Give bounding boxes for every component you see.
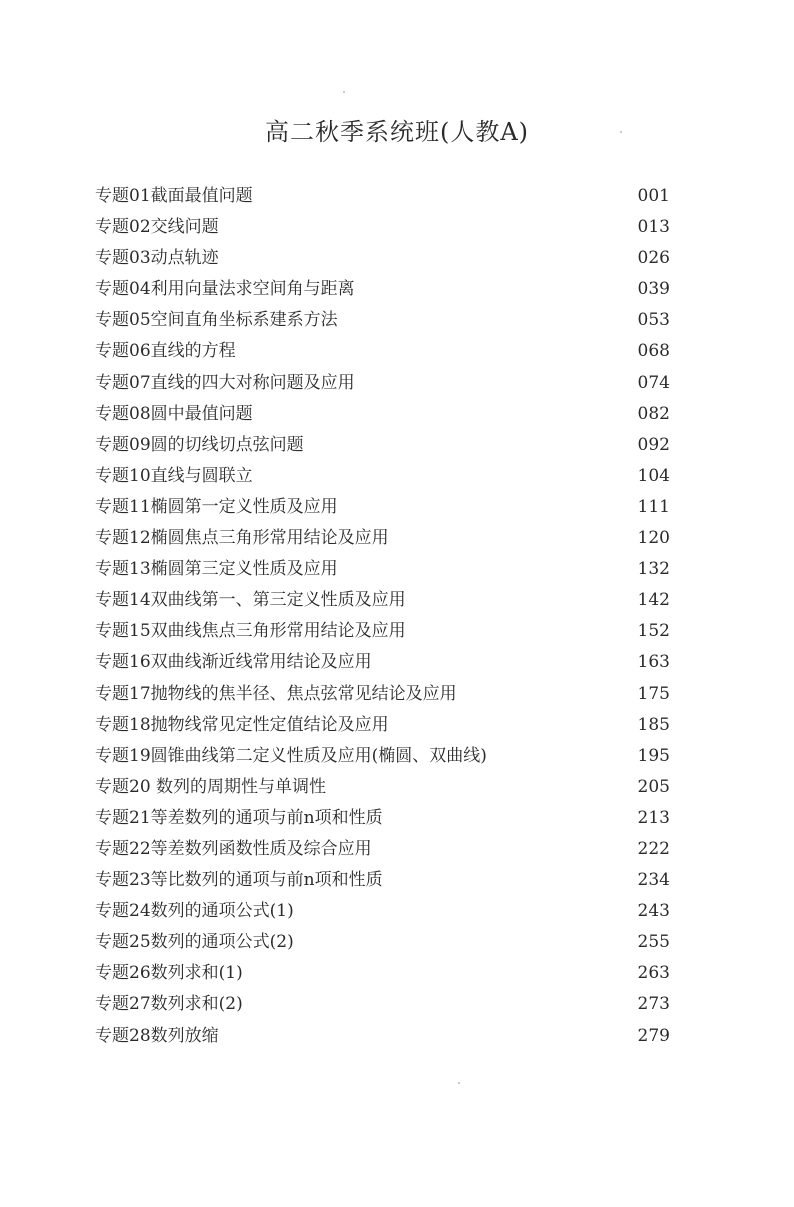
toc-page-number: 026 (637, 248, 670, 269)
scan-speck (458, 1082, 460, 1084)
toc-row-22[interactable] (95, 834, 670, 865)
toc-page-number: 092 (637, 434, 670, 455)
toc-entry-label: 专题21等差数列的通项与前n项和性质 (95, 807, 383, 828)
toc-row-2[interactable] (95, 212, 670, 243)
toc-page-number: 234 (637, 870, 670, 891)
toc-row-25[interactable] (95, 927, 670, 958)
toc-row-11[interactable] (95, 492, 670, 523)
toc-page-number: 185 (637, 714, 670, 735)
toc-entry-label: 专题06直线的方程 (95, 341, 236, 362)
toc-entry-label: 专题13椭圆第三定义性质及应用 (95, 559, 338, 580)
toc-page-number: 120 (637, 528, 670, 549)
toc-page-number: 273 (637, 994, 670, 1015)
toc-entry-label: 专题05空间直角坐标系建系方法 (95, 310, 338, 331)
toc-page-number: 222 (637, 838, 670, 859)
toc-row-4[interactable] (95, 274, 670, 305)
toc-entry-label: 专题26数列求和(1) (95, 963, 243, 984)
toc-page-number: 243 (637, 901, 670, 922)
toc-entry-label: 专题16双曲线渐近线常用结论及应用 (95, 652, 372, 673)
toc-row-5[interactable] (95, 305, 670, 336)
toc-row-26[interactable] (95, 958, 670, 989)
toc-entry-label: 专题18抛物线常见定性定值结论及应用 (95, 714, 389, 735)
toc-entry-label: 专题08圆中最值问题 (95, 403, 253, 424)
toc-entry-label: 专题19圆锥曲线第二定义性质及应用(椭圆、双曲线) (95, 745, 487, 766)
toc-row-17[interactable] (95, 679, 670, 710)
toc-page-number: 175 (637, 683, 670, 704)
scan-speck (343, 91, 345, 93)
toc-row-24[interactable] (95, 896, 670, 927)
toc-row-6[interactable] (95, 336, 670, 367)
toc-page-number: 039 (637, 279, 670, 300)
toc-entry-label: 专题17抛物线的焦半径、焦点弦常见结论及应用 (95, 683, 457, 704)
toc-entry-label: 专题14双曲线第一、第三定义性质及应用 (95, 590, 406, 611)
table-of-contents (95, 181, 670, 1052)
toc-row-13[interactable] (95, 554, 670, 585)
toc-entry-label: 专题25数列的通项公式(2) (95, 932, 294, 953)
toc-page-number: 068 (637, 341, 670, 362)
toc-entry-label: 专题10直线与圆联立 (95, 465, 253, 486)
toc-page-number: 001 (637, 186, 670, 206)
toc-row-1[interactable] (95, 181, 670, 212)
toc-entry-label: 专题02交线问题 (95, 217, 219, 238)
toc-page-number: 132 (637, 559, 670, 580)
toc-page-number: 111 (637, 496, 670, 517)
toc-page-number: 205 (637, 776, 670, 797)
toc-entry-label: 专题15双曲线焦点三角形常用结论及应用 (95, 621, 406, 642)
toc-entry-label: 专题24数列的通项公式(1) (95, 901, 294, 922)
toc-page-number: 142 (637, 590, 670, 611)
toc-row-28[interactable] (95, 1021, 670, 1052)
toc-entry-label: 专题11椭圆第一定义性质及应用 (95, 496, 338, 517)
toc-entry-label: 专题03动点轨迹 (95, 248, 219, 269)
toc-page-number: 082 (637, 403, 670, 424)
toc-row-23[interactable] (95, 865, 670, 896)
toc-page-number: 195 (637, 745, 670, 766)
toc-page-number: 152 (637, 621, 670, 642)
toc-row-16[interactable] (95, 647, 670, 678)
toc-row-27[interactable] (95, 989, 670, 1020)
toc-row-7[interactable] (95, 368, 670, 399)
toc-page-number: 074 (637, 372, 670, 393)
toc-entry-label: 专题09圆的切线切点弦问题 (95, 434, 304, 455)
toc-row-15[interactable] (95, 616, 670, 647)
toc-row-10[interactable] (95, 461, 670, 492)
toc-entry-label: 专题23等比数列的通项与前n项和性质 (95, 870, 383, 891)
toc-entry-label: 专题07直线的四大对称问题及应用 (95, 372, 355, 393)
toc-page-number: 104 (637, 465, 670, 486)
toc-entry-label: 专题04利用向量法求空间角与距离 (95, 279, 355, 300)
toc-entry-label: 专题01截面最值问题 (95, 186, 253, 206)
toc-entry-label: 专题22等差数列函数性质及综合应用 (95, 838, 372, 859)
toc-page-number: 053 (637, 310, 670, 331)
toc-row-19[interactable] (95, 741, 670, 772)
toc-entry-label: 专题27数列求和(2) (95, 994, 243, 1015)
toc-page-number: 279 (637, 1025, 670, 1046)
toc-row-21[interactable] (95, 803, 670, 834)
toc-entry-label: 专题20 数列的周期性与单调性 (95, 776, 327, 797)
toc-page-number: 255 (637, 932, 670, 953)
toc-entry-label: 专题28数列放缩 (95, 1025, 219, 1046)
toc-page-number: 163 (637, 652, 670, 673)
toc-row-3[interactable] (95, 243, 670, 274)
toc-page-number: 013 (637, 217, 670, 238)
toc-row-9[interactable] (95, 430, 670, 461)
toc-row-12[interactable] (95, 523, 670, 554)
toc-row-8[interactable] (95, 399, 670, 430)
toc-page-number: 213 (637, 807, 670, 828)
page-title: 高二秋季系统班(人教A) (264, 118, 530, 146)
toc-row-20[interactable] (95, 772, 670, 803)
toc-row-14[interactable] (95, 585, 670, 616)
toc-entry-label: 专题12椭圆焦点三角形常用结论及应用 (95, 528, 389, 549)
toc-row-18[interactable] (95, 710, 670, 741)
toc-page-number: 263 (637, 963, 670, 984)
